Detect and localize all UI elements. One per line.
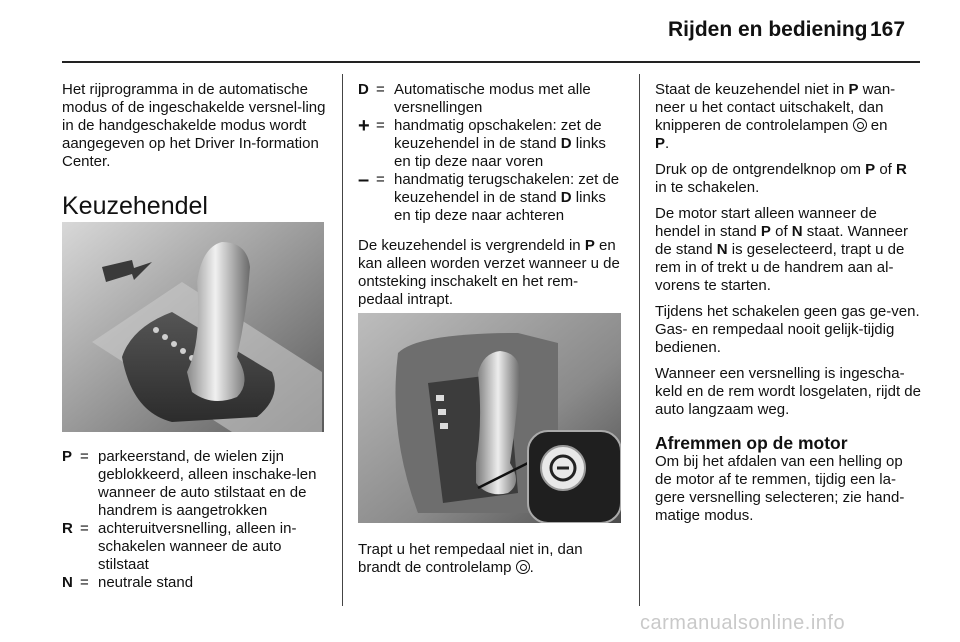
brake-lamp-icon bbox=[516, 560, 530, 574]
def-text-plus-b: links en tip deze naar voren bbox=[394, 135, 606, 170]
def-key-n: N bbox=[62, 574, 73, 591]
def-text-plus bbox=[394, 117, 623, 171]
photo-caption bbox=[358, 541, 623, 577]
brake-indicator-illustration bbox=[358, 313, 621, 523]
running-header-title: Rijden en bediening bbox=[668, 18, 868, 41]
p1-a: Staat de keuzehendel niet in bbox=[655, 81, 849, 98]
p2-a: Druk op de ontgrendelknop om bbox=[655, 161, 866, 178]
minus-icon: – bbox=[358, 169, 370, 191]
def-eq: = bbox=[80, 520, 89, 537]
def-key-d: D bbox=[358, 81, 369, 98]
def-eq: = bbox=[80, 448, 89, 465]
gear-selector-illustration bbox=[62, 222, 324, 432]
p3-bold-2: N bbox=[791, 223, 803, 240]
plus-icon: + bbox=[358, 115, 370, 137]
paragraph-4: Tijdens het schakelen geen gas ge-ven. Gas- en rempedaal nooit gelijk-tijdig bedienen. bbox=[655, 303, 920, 356]
lock-paragraph-bold: P bbox=[584, 237, 595, 254]
section-heading-keuzehendel: Keuzehendel bbox=[62, 192, 208, 220]
def-eq: = bbox=[376, 117, 385, 134]
def-text-plus-bold: D bbox=[560, 135, 572, 152]
p1-d: en bbox=[866, 117, 888, 134]
paragraph-3 bbox=[655, 205, 921, 295]
paragraph-1 bbox=[655, 81, 921, 153]
caption-text: Trapt u het rempedaal niet in, dan brandt de controlelamp bbox=[358, 541, 583, 576]
p2-bold-2: R bbox=[896, 161, 907, 178]
def-text-minus-b: links en tip deze naar achteren bbox=[394, 189, 606, 224]
def-eq: = bbox=[376, 81, 385, 98]
p3-d: staat. Wanneer de stand bbox=[655, 223, 908, 258]
p1-bold-1: P bbox=[848, 81, 859, 98]
paragraph-5: Wanneer een versnelling is ingescha-keld en de rem wordt losgelaten, rijdt de auto langzaam weg. bbox=[655, 365, 921, 418]
column-divider-2 bbox=[639, 74, 640, 606]
p1-period: . bbox=[665, 135, 670, 152]
p2-bold-1: P bbox=[865, 161, 876, 178]
p1-bold-2: P bbox=[655, 135, 666, 152]
caption-period: . bbox=[529, 559, 534, 576]
def-key-r: R bbox=[62, 520, 73, 537]
paragraph-2 bbox=[655, 161, 921, 197]
def-text-r: achteruitversnelling, alleen in-schakelen wanneer de auto stilstaat bbox=[98, 520, 297, 573]
def-text-minus-a: handmatig terugschakelen: zet de keuzehendel in de stand bbox=[394, 171, 620, 206]
p1-c: wan-neer u het contact uitschakelt, dan knipperen de controlelampen bbox=[655, 81, 896, 134]
column-1-definitions bbox=[62, 448, 326, 592]
lock-paragraph-b: en kan alleen worden verzet wanneer u de ontsteking inschakelt en het rem-pedaal intrapt. bbox=[358, 237, 620, 308]
def-eq: = bbox=[80, 574, 89, 591]
lock-paragraph bbox=[358, 237, 623, 309]
def-text-p: parkeerstand, de wielen zijn geblokkeerd, alleen inschake-len wanneer de auto stilstaat en de handrem is aangetrokken bbox=[98, 448, 317, 519]
subheading-afremmen: Afremmen op de motor bbox=[655, 433, 848, 453]
definition-r bbox=[62, 520, 326, 574]
gear-selector-photo bbox=[62, 222, 324, 432]
definition-d bbox=[358, 81, 623, 117]
p2-d: in te schakelen. bbox=[655, 179, 760, 196]
column-divider-1 bbox=[342, 74, 343, 606]
brake-lamp-icon bbox=[853, 118, 867, 132]
p3-bold-3: N bbox=[716, 241, 728, 258]
def-text-n: neutrale stand bbox=[98, 574, 194, 591]
intro-paragraph: Het rijprogramma in de automatische modus of de ingeschakelde versnel-ling in de handgeschakelde modus wordt aangegeven op het Driver In-formation Center. bbox=[62, 81, 326, 170]
lock-paragraph-a: De keuzehendel is vergrendeld in bbox=[358, 237, 585, 254]
def-text-plus-a: handmatig opschakelen: zet de keuzehendel in de stand bbox=[394, 117, 602, 152]
column-2 bbox=[358, 81, 623, 317]
p3-a: De motor start alleen wanneer de hendel in stand bbox=[655, 205, 877, 240]
header-rule bbox=[62, 61, 920, 63]
p3-e: is geselecteerd, trapt u de rem in of trekt u de handrem aan al-vorens te starten. bbox=[655, 241, 905, 294]
brake-indicator-photo bbox=[358, 313, 621, 523]
watermark: carmanualsonline.info bbox=[640, 612, 846, 634]
page-number: 167 bbox=[870, 18, 906, 41]
p2-c: of bbox=[875, 161, 897, 178]
def-text-minus bbox=[394, 171, 623, 225]
def-text-minus-bold: D bbox=[560, 189, 572, 206]
column-3 bbox=[655, 81, 921, 533]
p3-bold-1: P bbox=[760, 223, 771, 240]
def-eq: = bbox=[376, 171, 385, 188]
def-text-d: Automatische modus met alle versnellingen bbox=[394, 81, 591, 116]
def-key-p: P bbox=[62, 448, 73, 465]
definition-n bbox=[62, 574, 326, 592]
paragraph-6: Om bij het afdalen van een helling op de motor af te remmen, tijdig een la-gere versnelling selecteren; zie hand-matige modus. bbox=[655, 453, 905, 524]
column-1 bbox=[62, 81, 326, 221]
definition-p bbox=[62, 448, 326, 520]
definition-plus bbox=[358, 117, 623, 171]
definition-minus bbox=[358, 171, 623, 225]
p3-c: of bbox=[770, 223, 792, 240]
